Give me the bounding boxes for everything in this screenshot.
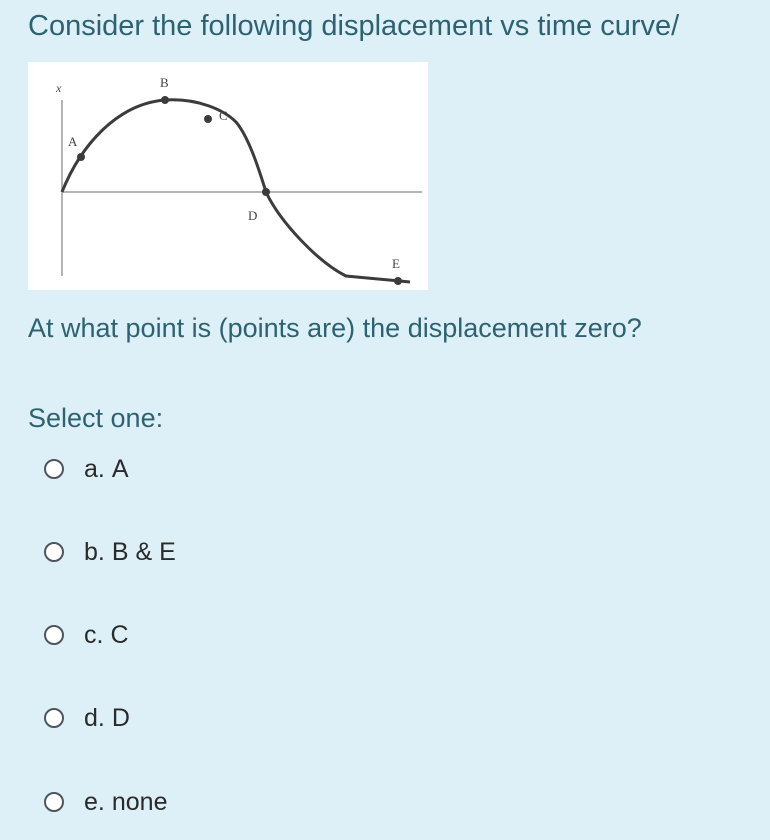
question-text: Consider the following displacement vs time curve/ (28, 10, 680, 42)
point-label-a: A (68, 134, 78, 149)
displacement-time-graph (28, 62, 428, 290)
radio-button-icon[interactable] (44, 625, 64, 645)
point-label-e: E (392, 256, 400, 271)
option-label: a. A (84, 455, 129, 483)
point-label-b: B (160, 75, 169, 90)
radio-button-icon[interactable] (44, 459, 64, 479)
answer-option-a[interactable] (44, 452, 129, 486)
answer-option-b[interactable] (44, 535, 176, 569)
point-a-marker (77, 153, 85, 161)
radio-button-icon[interactable] (44, 708, 64, 728)
point-b-marker (161, 96, 169, 104)
radio-button-icon[interactable] (44, 542, 64, 562)
question-prompt: At what point is (points are) the displacement zero? (28, 313, 642, 343)
displacement-curve (62, 100, 410, 282)
answer-option-d[interactable] (44, 701, 130, 735)
point-label-c: C (219, 108, 228, 123)
point-d-marker (262, 188, 270, 196)
radio-button-icon[interactable] (44, 792, 64, 812)
point-c-marker (204, 115, 212, 123)
option-label: b. B & E (84, 538, 176, 566)
point-e-marker (394, 277, 402, 285)
option-label: d. D (84, 704, 130, 732)
option-label: c. C (84, 621, 129, 649)
option-label: e. none (84, 788, 168, 816)
point-label-d: D (248, 208, 258, 223)
axis-label-x: x (56, 81, 62, 95)
answer-option-e[interactable] (44, 785, 167, 819)
answer-option-c[interactable] (44, 618, 129, 652)
select-one-label: Select one: (28, 403, 164, 433)
